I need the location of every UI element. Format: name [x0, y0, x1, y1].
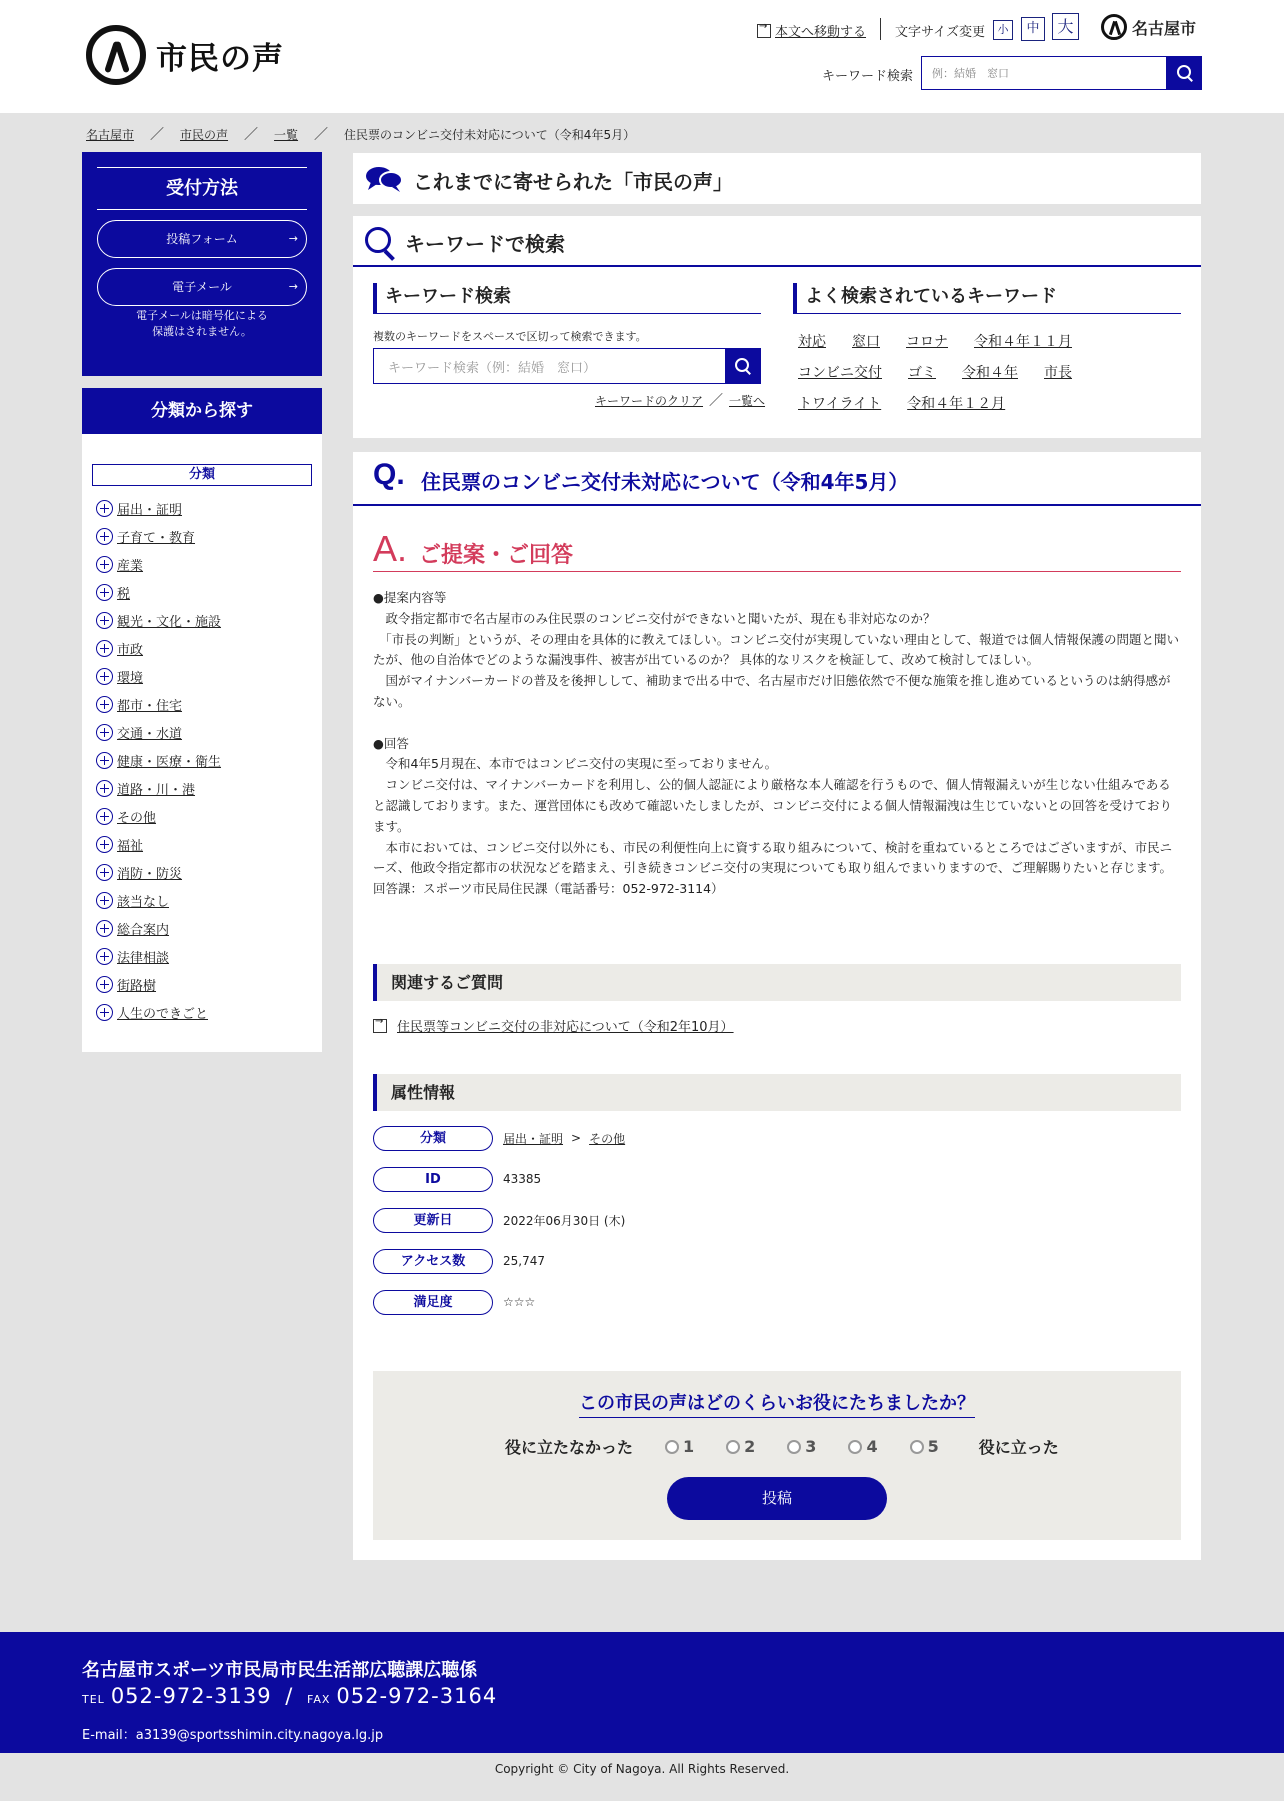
vote-option-label: 3	[805, 1437, 817, 1456]
answer-paragraph: 「市長の判断」というが、その理由を具体的に教えてほしい。コンビニ交付が実現していない理由として、報道では個人情報保護の問題と聞いたが、他の自治体でどのような漏洩事件、被害が出ているのか？ 具体的なリスクを検証して、改めて検討してほしい。	[373, 631, 1180, 668]
radio-icon[interactable]	[848, 1440, 862, 1454]
site-logo[interactable]	[86, 25, 284, 85]
link-separator: ／	[709, 393, 724, 409]
breadcrumb-nagoya[interactable]: 名古屋市	[86, 127, 135, 142]
category-link[interactable]: 税	[117, 586, 131, 602]
attr-category-link-2[interactable]: その他	[589, 1131, 626, 1146]
search-panel-title: キーワードで検索	[405, 232, 565, 256]
category-box	[82, 388, 322, 1052]
city-name: 名古屋市	[1132, 18, 1197, 38]
popular-keywords	[798, 325, 1183, 418]
site-header	[0, 0, 1284, 113]
category-item[interactable]	[96, 746, 221, 774]
plus-circle-icon[interactable]	[96, 752, 113, 769]
plus-circle-icon[interactable]	[96, 500, 113, 517]
plus-circle-icon[interactable]	[96, 556, 113, 573]
font-size-medium-button[interactable]: 中	[1021, 17, 1045, 41]
answer-paragraph: ●提案内容等	[373, 590, 447, 605]
plus-circle-icon[interactable]	[96, 724, 113, 741]
plus-circle-icon[interactable]	[96, 612, 113, 629]
radio-icon[interactable]	[726, 1440, 740, 1454]
keyword-search-input[interactable]: キーワード検索（例：結婚 窓口）	[373, 348, 727, 384]
keyword-search-panel	[353, 216, 1201, 438]
vote-option-label: 4	[866, 1437, 878, 1456]
category-item[interactable]	[96, 690, 221, 718]
category-item[interactable]	[96, 522, 221, 550]
category-link[interactable]: 街路樹	[117, 978, 157, 994]
vote-option-label: 2	[744, 1437, 756, 1456]
plus-circle-icon[interactable]	[96, 528, 113, 545]
email-note	[97, 308, 307, 340]
submission-form-button[interactable]	[97, 220, 307, 258]
popular-keywords-heading: よく検索されているキーワード	[793, 283, 1181, 314]
category-item[interactable]	[96, 550, 221, 578]
answer-header	[373, 528, 1181, 572]
satisfaction-stars: ☆☆☆	[503, 1295, 536, 1309]
category-item[interactable]	[96, 662, 221, 690]
popular-keyword-row	[798, 325, 1183, 356]
attr-row-access	[373, 1249, 545, 1273]
popular-keyword-row	[798, 387, 1183, 418]
keyword-links	[595, 390, 765, 410]
attr-row-satisfaction	[373, 1290, 535, 1314]
plus-circle-icon[interactable]	[96, 808, 113, 825]
popular-keyword-link[interactable]: コロナ	[906, 333, 948, 350]
category-link[interactable]: その他	[117, 810, 157, 826]
attr-access-value: 25,747	[503, 1254, 545, 1268]
attr-label-id: ID	[373, 1167, 493, 1192]
footer-phone	[82, 1684, 497, 1708]
category-link[interactable]: 消防・防災	[117, 866, 183, 882]
voices-title: これまでに寄せられた「市民の声」	[413, 170, 733, 194]
answer-paragraph: 本市においては、コンビニ交付以外にも、市民の利便性向上に資する取り組みについて、検討を重ねているところではございますが、市民ニーズ、他政令指定都市の状況などを踏まえ、引き続きコンビニ交付の実現についても取り組んでまいりますので、ご理解賜りたいと存じます。	[373, 839, 1173, 876]
category-link[interactable]: 人生のできごと	[117, 1006, 209, 1022]
category-item[interactable]	[96, 858, 221, 886]
submission-form-label: 投稿フォーム	[166, 232, 238, 246]
plus-circle-icon[interactable]	[96, 948, 113, 965]
skip-to-content-link[interactable]	[757, 21, 866, 40]
plus-circle-icon[interactable]	[96, 780, 113, 797]
vote-option-4[interactable]	[848, 1437, 877, 1456]
vote-low-label: 役に立たなかった	[505, 1438, 634, 1457]
popular-keyword-link[interactable]: トワイライト	[798, 395, 882, 412]
vote-option-3[interactable]	[787, 1437, 816, 1456]
site-footer	[0, 1632, 1284, 1753]
breadcrumb-separator: ／	[150, 127, 165, 143]
category-item[interactable]	[96, 998, 221, 1026]
popular-keyword-link[interactable]: 令和４年	[962, 364, 1018, 381]
vote-question-text: この市民の声はどのくらいお役にたちましたか？	[579, 1393, 975, 1418]
keyword-search-button[interactable]	[725, 348, 761, 384]
popular-keyword-link[interactable]: 令和４年１２月	[907, 395, 1006, 412]
breadcrumb-separator: ／	[244, 127, 259, 143]
attr-category-link-1[interactable]: 届出・証明	[503, 1131, 564, 1146]
category-item[interactable]	[96, 942, 221, 970]
tel-label: TEL	[82, 1693, 105, 1706]
category-link[interactable]: 子育て・教育	[117, 530, 196, 546]
category-item[interactable]	[96, 970, 221, 998]
vote-submit-button[interactable]: 投稿	[667, 1477, 887, 1520]
keyword-search-heading: キーワード検索	[373, 283, 761, 314]
answer-body	[373, 588, 1181, 900]
header-divider	[880, 18, 881, 40]
email-note-line: 電子メールは暗号化による	[136, 309, 268, 322]
skip-link-label: 本文へ移動する	[775, 25, 867, 40]
attr-label-access: アクセス数	[373, 1249, 493, 1274]
attr-row-category	[373, 1126, 625, 1150]
vote-option-label: 5	[927, 1437, 939, 1456]
vote-question	[373, 1389, 1181, 1415]
attr-label-updated: 更新日	[373, 1208, 493, 1233]
attr-category-separator: >	[571, 1131, 582, 1145]
nagoya-city-link[interactable]	[1101, 14, 1196, 40]
attr-label-category: 分類	[373, 1126, 493, 1151]
list-link[interactable]: 一覧へ	[729, 393, 766, 408]
header-search-button[interactable]	[1167, 56, 1202, 90]
popular-keyword-row	[798, 356, 1183, 387]
answer-paragraph: 回答課：スポーツ市民局住民課（電話番号：052-972-3114）	[373, 881, 724, 897]
voices-title-panel	[353, 153, 1201, 204]
category-link[interactable]: 市政	[117, 642, 144, 658]
q-mark: Q.	[373, 458, 405, 491]
keyword-search-description: 複数のキーワードをスペースで区切って検索できます。	[373, 330, 647, 343]
plus-circle-icon[interactable]	[96, 584, 113, 601]
email-button[interactable]	[97, 268, 307, 306]
logo-text: 市民の声	[156, 40, 284, 77]
category-link[interactable]: 観光・文化・施設	[117, 614, 222, 630]
category-link[interactable]: 該当なし	[117, 894, 170, 910]
category-link[interactable]: 都市・住宅	[117, 698, 183, 714]
plus-circle-icon[interactable]	[96, 864, 113, 881]
arrow-right-icon: →	[288, 280, 298, 293]
category-list	[96, 494, 221, 1026]
plus-circle-icon[interactable]	[96, 696, 113, 713]
font-size-small-button[interactable]: 小	[993, 20, 1013, 40]
breadcrumb-list[interactable]: 一覧	[274, 127, 299, 142]
speech-bubbles-icon	[365, 165, 403, 193]
category-label: 分類	[92, 464, 312, 486]
vote-high-label: 役に立った	[978, 1438, 1059, 1457]
answer-paragraph: 令和4年5月現在、本市ではコンビニ交付の実現に至っておりません。	[373, 756, 778, 772]
arrow-box-icon	[757, 24, 771, 38]
vote-option-label: 1	[683, 1437, 695, 1456]
breadcrumb-current: 住民票のコンビニ交付未対応について（令和4年5月）	[344, 127, 636, 142]
footer-org: 名古屋市スポーツ市民局市民生活部広聴課広聴係	[82, 1660, 478, 1681]
category-item[interactable]	[96, 830, 221, 858]
plus-circle-icon[interactable]	[96, 892, 113, 909]
category-item[interactable]	[96, 606, 221, 634]
header-search-input[interactable]: 例：結婚 窓口	[921, 56, 1167, 90]
answer-paragraph: 政令指定都市で名古屋市のみ住民票のコンビニ交付ができないと聞いたが、現在も非対応なのか？	[373, 610, 936, 626]
footer-email: E-mail：a3139@sportsshimin.city.nagoya.lg.jp	[82, 1728, 384, 1743]
plus-circle-icon[interactable]	[96, 668, 113, 685]
category-item[interactable]	[96, 774, 221, 802]
popular-keyword-link[interactable]: 窓口	[852, 333, 880, 350]
category-link[interactable]: 法律相談	[117, 950, 170, 966]
copyright: Copyright © City of Nagoya. All Rights Reserved.	[494, 1762, 790, 1776]
category-item[interactable]	[96, 494, 221, 522]
a-mark: A.	[373, 528, 408, 569]
category-link[interactable]: 福祉	[117, 838, 144, 854]
search-panel-header	[353, 216, 1201, 267]
category-heading: 分類から探す	[82, 388, 322, 434]
radio-icon[interactable]	[787, 1440, 801, 1454]
plus-circle-icon[interactable]	[96, 976, 113, 993]
related-question-link[interactable]	[373, 1016, 734, 1035]
question-header	[353, 452, 1201, 506]
breadcrumb-separator: ／	[314, 127, 329, 143]
radio-icon[interactable]	[910, 1440, 924, 1454]
popular-keyword-link[interactable]: コンビニ交付	[798, 364, 882, 381]
category-item[interactable]	[96, 718, 221, 746]
category-link[interactable]: 交通・水道	[117, 726, 183, 742]
category-link[interactable]: 届出・証明	[117, 502, 183, 518]
category-link[interactable]: 健康・医療・衛生	[117, 754, 222, 770]
answer-paragraph: 国がマイナンバーカードの普及を後押しして、補助まで出る中で、名古屋市だけ旧態依然で不便な施策を推し進めているというのは納得感がない。	[373, 673, 1171, 709]
popular-keyword-link[interactable]: 令和４年１１月	[974, 333, 1072, 350]
nagoya-emblem-icon	[86, 25, 146, 85]
fax-label: FAX	[307, 1693, 331, 1706]
plus-circle-icon[interactable]	[96, 1004, 113, 1021]
keyword-clear-link[interactable]: キーワードのクリア	[595, 393, 704, 408]
font-size-large-button[interactable]: 大	[1052, 13, 1079, 40]
plus-circle-icon[interactable]	[96, 640, 113, 657]
font-size-label: 文字サイズ変更	[895, 25, 985, 40]
popular-keyword-link[interactable]: 対応	[798, 333, 826, 350]
popular-keyword-link[interactable]: 市長	[1044, 364, 1072, 381]
answer-paragraph	[373, 713, 1181, 734]
category-link[interactable]: 道路・川・港	[117, 782, 196, 798]
tel-number: 052-972-3139	[110, 1684, 272, 1708]
attr-row-id	[373, 1167, 541, 1191]
attr-label-satisfaction: 満足度	[373, 1290, 493, 1315]
nagoya-emblem-small-icon	[1101, 14, 1127, 40]
category-link[interactable]: 産業	[117, 558, 144, 574]
answer-paragraph: コンビニ交付は、マイナンバーカードを利用し、公的個人認証により厳格な本人確認を行うもので、個人情報漏えいが生じない仕組みであると認識しております。また、運営団体にも改めて確認いたしましたが、コンビニ交付による個人情報漏洩は生じていないとの回答を受けております。	[373, 777, 1173, 834]
related-question-label: 住民票等コンビニ交付の非対応について（令和2年10月）	[397, 1020, 734, 1035]
vote-option-2[interactable]	[726, 1437, 755, 1456]
category-link[interactable]: 環境	[117, 670, 144, 686]
category-link[interactable]: 総合案内	[117, 922, 170, 938]
attr-id-value: 43385	[503, 1172, 542, 1186]
category-item[interactable]	[96, 802, 221, 830]
category-item[interactable]	[96, 886, 221, 914]
header-search-label: キーワード検索	[822, 69, 914, 84]
phone-slash: /	[285, 1684, 294, 1708]
radio-icon[interactable]	[665, 1440, 679, 1454]
plus-circle-icon[interactable]	[96, 836, 113, 853]
arrow-box-icon	[373, 1019, 387, 1033]
email-label: 電子メール	[172, 280, 232, 294]
popular-keyword-link[interactable]: ゴミ	[908, 364, 936, 381]
email-note-line: 保護はされません。	[152, 325, 252, 338]
answer-heading: ご提案・ご回答	[419, 543, 574, 568]
reception-title: 受付方法	[97, 167, 307, 210]
helpfulness-vote-box	[373, 1371, 1181, 1540]
breadcrumb	[86, 124, 635, 144]
vote-option-5[interactable]	[910, 1437, 939, 1456]
category-item[interactable]	[96, 634, 221, 662]
arrow-right-icon: →	[288, 232, 298, 245]
question-detail-panel	[353, 452, 1201, 1560]
fax-number: 052-972-3164	[336, 1684, 498, 1708]
question-title: 住民票のコンビニ交付未対応について（令和4年5月）	[421, 470, 909, 494]
attr-row-updated	[373, 1208, 625, 1232]
breadcrumb-voices[interactable]: 市民の声	[180, 127, 229, 142]
vote-option-1[interactable]	[665, 1437, 694, 1456]
attr-updated-value: 2022年06月30日 (木)	[503, 1213, 626, 1228]
answer-paragraph: ●回答	[373, 735, 409, 751]
related-questions-heading: 関連するご質問	[373, 964, 1181, 1001]
plus-circle-icon[interactable]	[96, 920, 113, 937]
vote-options	[505, 1435, 1059, 1458]
reception-methods-box	[82, 152, 322, 376]
category-item[interactable]	[96, 914, 221, 942]
category-item[interactable]	[96, 578, 221, 606]
attributes-heading: 属性情報	[373, 1074, 1181, 1111]
